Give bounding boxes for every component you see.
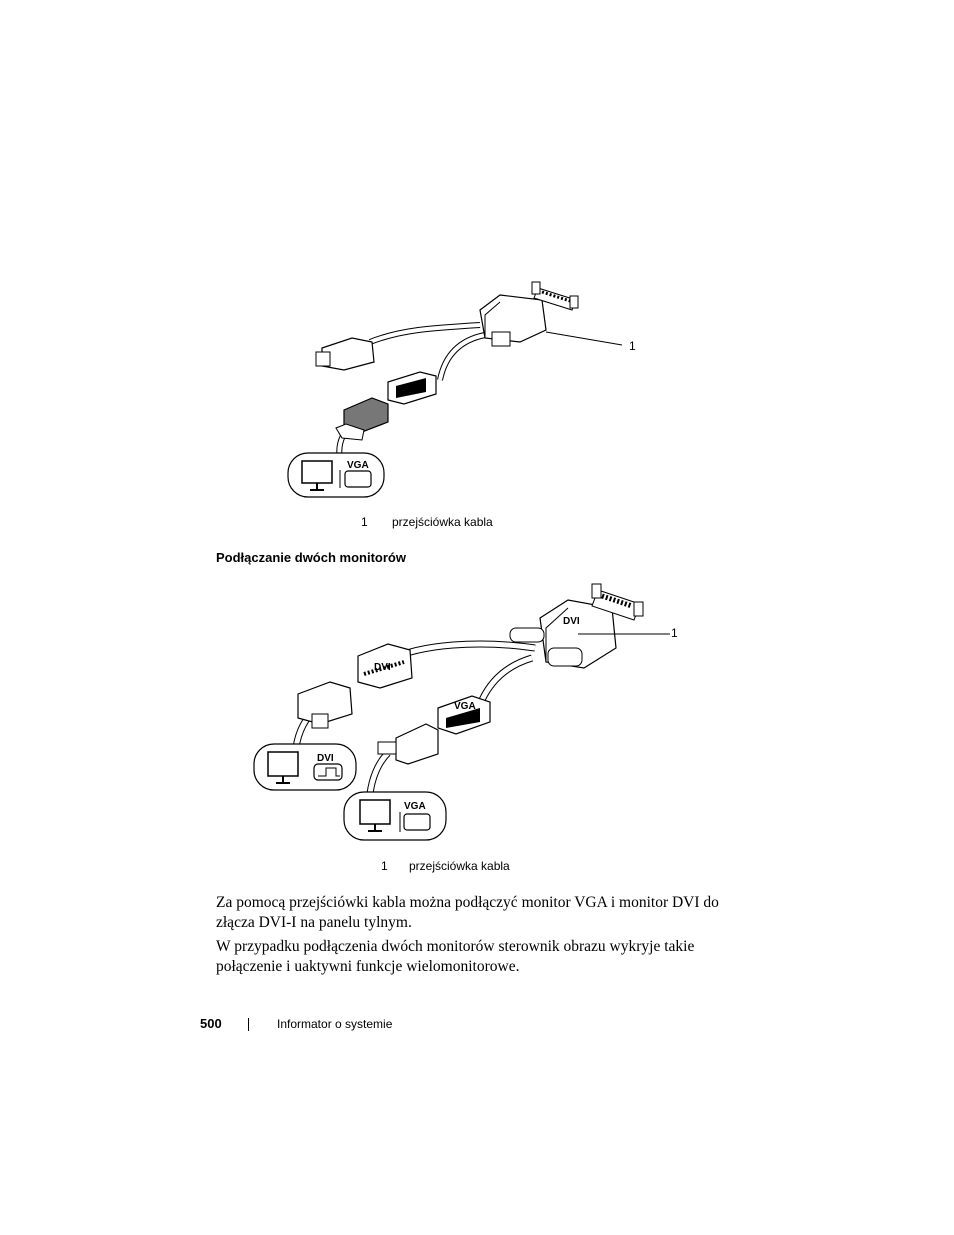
paragraph-1: Za pomocą przejściówki kabla można podłączyć monitor VGA i monitor DVI do złącza DVI-I na panelu tylnym. [216, 894, 719, 931]
section-heading: Podłączanie dwóch monitorów [216, 550, 406, 565]
cable-adapter-body [480, 295, 546, 346]
caption2-number: 1 [381, 859, 388, 873]
caption1-text: przejściówka kabla [392, 515, 493, 529]
vga-monitor-panel [344, 792, 446, 840]
page-number: 500 [200, 1016, 222, 1031]
caption1-number: 1 [361, 515, 368, 529]
vga-port-label: VGA [347, 460, 369, 471]
figure1-callout: 1 [629, 339, 636, 353]
footer-separator [248, 1018, 249, 1031]
callout-leader [546, 332, 622, 345]
vga-connector-label: VGA [454, 701, 476, 712]
dvi-adapter-label: DVI [563, 616, 580, 627]
figure-dual-monitor [250, 578, 690, 846]
dvi-connector-left [316, 338, 374, 370]
dvi-monitor-panel [254, 744, 356, 790]
figure-single-monitor [280, 270, 660, 505]
figure2-callout: 1 [671, 626, 678, 640]
footer-title: Informator o systemie [277, 1017, 393, 1031]
vga-plug-monitor [336, 398, 388, 440]
vga-monitor-panel [288, 453, 384, 497]
caption2-text: przejściówka kabla [409, 859, 510, 873]
paragraph-2: W przypadku podłączenia dwóch monitorów sterownik obrazu wykryje takie połączenie i uaktywni funkcje wielomonitorowe. [216, 938, 695, 975]
vga-connector [388, 372, 436, 404]
dvi-port-label: DVI [317, 753, 334, 764]
vga-port-label: VGA [404, 801, 426, 812]
dvi-connector-label: DVI [374, 662, 391, 673]
